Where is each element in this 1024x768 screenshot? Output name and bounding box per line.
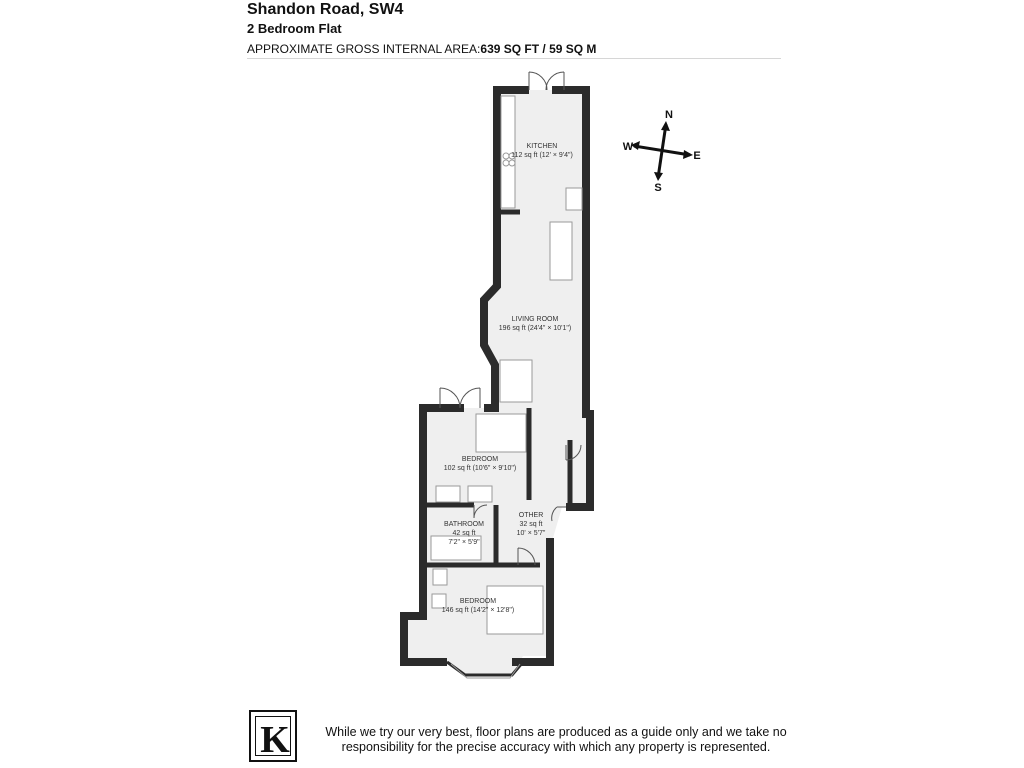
bathroom-size: 42 sq ft (452, 530, 476, 537)
disclaimer-text (306, 725, 806, 755)
gross-area-value: 639 SQ FT / 59 SQ M (480, 42, 597, 56)
plan-footer (249, 710, 809, 766)
property-subtitle: 2 Bedroom Flat (247, 21, 342, 36)
compass-south: S (654, 182, 662, 194)
other-name: OTHER (518, 512, 544, 519)
other-dims: 10' × 5'7" (516, 530, 546, 537)
disclaimer-line-2: responsibility for the precise accuracy with which any property is represented. (341, 740, 771, 754)
bathroom-dims: 7'2" × 5'9" (448, 539, 480, 546)
compass-rose (623, 109, 701, 194)
property-title: Shandon Road, SW4 (247, 1, 404, 18)
logo-letter: K (260, 719, 290, 761)
agency-logo (249, 710, 297, 762)
gross-area-label: APPROXIMATE GROSS INTERNAL AREA: (247, 42, 481, 56)
bathroom-name: BATHROOM (444, 521, 484, 528)
compass-north: N (665, 109, 673, 121)
kitchen-name: KITCHEN (526, 143, 558, 150)
bedroom1-size: 102 sq ft (10'6" × 9'10") (443, 465, 517, 472)
disclaimer-line-1: While we try our very best, floor plans are produced as a guide only and we take no (325, 725, 787, 739)
bedroom2-name: BEDROOM (459, 598, 497, 605)
compass-east: E (693, 150, 701, 162)
kitchen-size: 112 sq ft (12' × 9'4") (511, 152, 573, 159)
bedroom1-name: BEDROOM (461, 456, 499, 463)
bedroom2-size: 146 sq ft (14'2" × 12'8") (441, 607, 515, 614)
other-size: 32 sq ft (519, 521, 543, 528)
living-room-size: 196 sq ft (24'4" × 10'1") (498, 325, 572, 332)
living-room-name: LIVING ROOM (511, 316, 559, 323)
compass-west: W (622, 141, 634, 153)
